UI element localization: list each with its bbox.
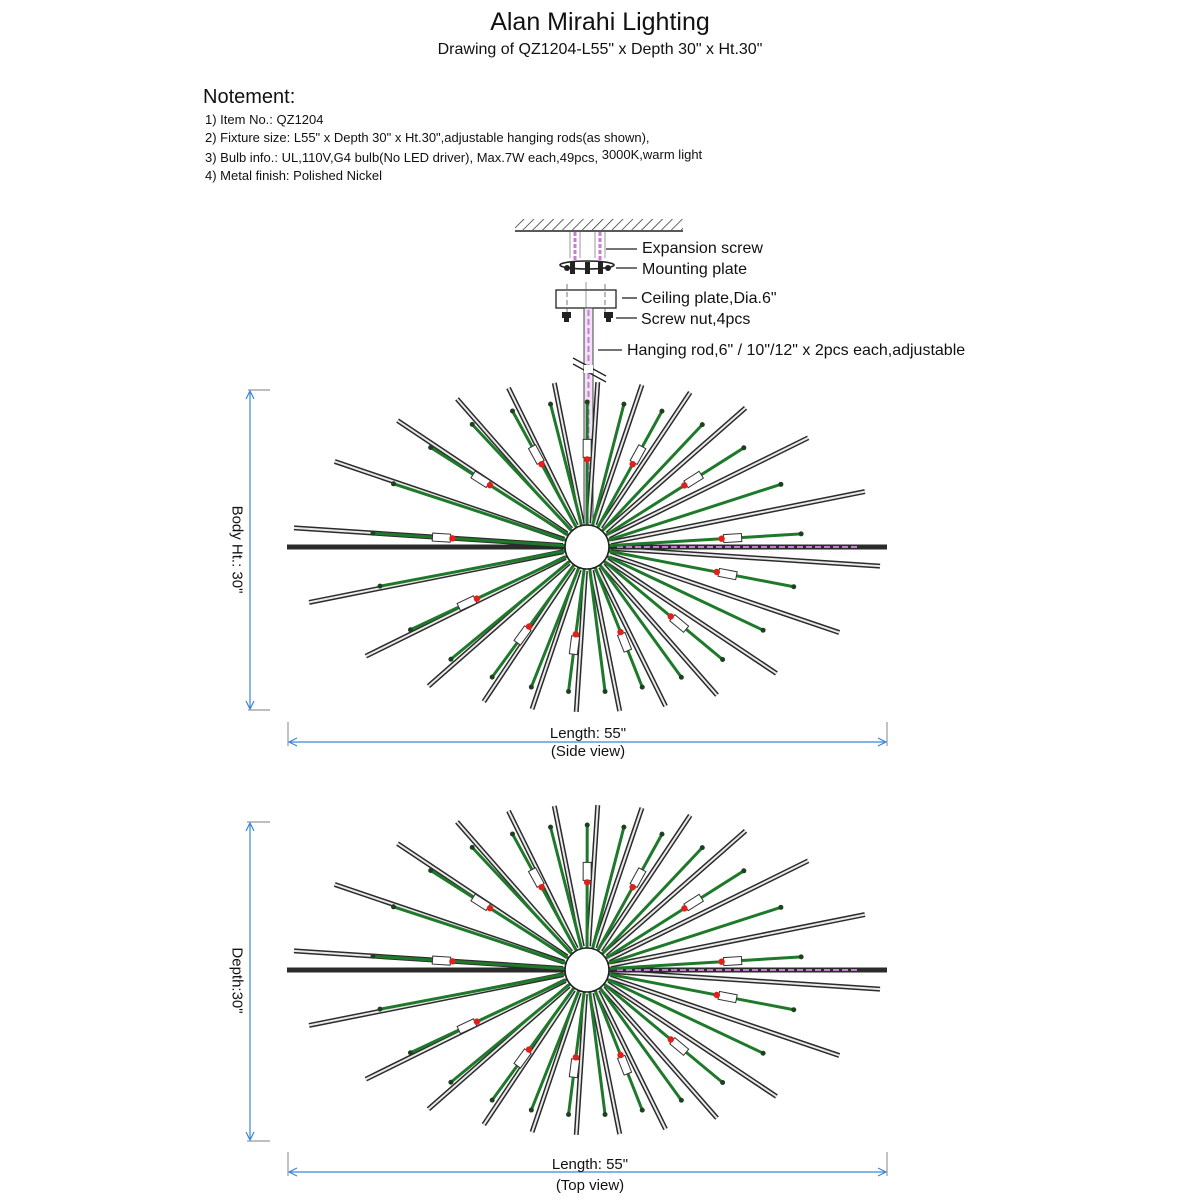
side-rod-tip [470, 422, 475, 427]
top-rod-tip [585, 823, 590, 828]
callout-screw-nut: Screw nut,4pcs [641, 311, 751, 328]
top-rod-tip [428, 868, 433, 873]
top-inner-rod [431, 870, 569, 958]
note-item-1: 1) Item No.: QZ1204 [205, 112, 324, 127]
side-rod-tip [548, 402, 553, 407]
note-item-3-color-temp: 3000K,warm light [601, 147, 703, 162]
mounting-plate-icon [560, 261, 614, 274]
side-rod-tip [585, 400, 590, 405]
top-rod-tip [679, 1098, 684, 1103]
top-rod-tip [700, 845, 705, 850]
top-rod-tip [621, 825, 626, 830]
side-rod-tip [720, 657, 725, 662]
callout-hanging-rod: Hanging rod,6" / 10"/12" x 2pcs each,adjustable [627, 342, 966, 359]
side-rod-tip [700, 422, 705, 427]
side-bulb-icon [680, 471, 704, 490]
side-inner-rod [373, 533, 565, 545]
top-bulb-icon [718, 957, 742, 966]
top-rod-tip [761, 1051, 766, 1056]
top-outer-rod-highlight [554, 806, 582, 946]
top-view-fixture [287, 805, 887, 1135]
side-center-hub [565, 525, 609, 569]
top-rod-tip [408, 1050, 413, 1055]
top-bulb-icon [680, 894, 704, 913]
side-view-fixture [287, 382, 887, 712]
top-view-label: (Top view) [555, 1177, 625, 1194]
side-rod-tip [377, 584, 382, 589]
side-rod-tip [679, 675, 684, 680]
side-rod-tip [659, 409, 664, 414]
side-bulb-icon [718, 534, 742, 543]
side-view-label: (Side view) [550, 743, 626, 760]
callout-expansion-screw: Expansion screw [642, 240, 763, 257]
side-rod-tip [621, 402, 626, 407]
notes-heading: Notement: [203, 86, 296, 108]
side-bulb-icon [713, 567, 737, 579]
top-length-label: Length: 55" [551, 1156, 629, 1173]
top-rod-tip [391, 904, 396, 909]
side-rod-tip [510, 408, 515, 413]
top-rod-tip [548, 825, 553, 830]
side-rod-tip [490, 675, 495, 680]
top-rod-tip [791, 1007, 796, 1012]
side-outer-rod-highlight [554, 383, 582, 523]
side-height-label: Body Ht.: 30" [228, 505, 246, 594]
side-rod-tip [529, 685, 534, 690]
top-rod-tip [566, 1112, 571, 1117]
top-center-hub [565, 948, 609, 992]
top-rod-tip [720, 1080, 725, 1085]
side-bulb-icon [432, 533, 456, 542]
side-length-label: Length: 55" [549, 725, 627, 742]
side-rod-tip [428, 445, 433, 450]
page-subtitle: Drawing of QZ1204-L55" x Depth 30" x Ht.30" [437, 41, 763, 58]
side-rod-tip [791, 584, 796, 589]
top-outer-rod-highlight [598, 992, 666, 1130]
side-rod-tip [640, 685, 645, 690]
ceiling-hatch [515, 219, 683, 231]
top-rod-tip [799, 954, 804, 959]
top-rod-tip [603, 1112, 608, 1117]
top-outer-rod-highlight [600, 815, 690, 950]
side-rod-tip [408, 627, 413, 632]
side-rod-tip [761, 628, 766, 633]
top-rod-tip [470, 845, 475, 850]
top-rod-tip [377, 1007, 382, 1012]
top-bulb-icon [713, 990, 737, 1002]
side-inner-rod [431, 447, 569, 535]
note-item-2: 2) Fixture size: L55" x Depth 30" x Ht.30",adjustable hanging rods(as shown), [205, 130, 650, 145]
top-rod-tip [448, 1080, 453, 1085]
side-bulb-icon [583, 439, 591, 462]
top-outer-rod-highlight [611, 972, 880, 990]
top-rod-tip [659, 832, 664, 837]
top-rod-tip [640, 1108, 645, 1113]
side-outer-rod-highlight [598, 569, 666, 707]
note-item-3-text: 3) Bulb info.: UL,110V,G4 bulb(No LED driver), Max.7W each,49pcs, [205, 150, 599, 165]
side-rod-tip [391, 481, 396, 486]
side-outer-rod-highlight [600, 392, 690, 527]
side-rod-tip [741, 445, 746, 450]
top-rod-tip [529, 1108, 534, 1113]
side-rod-tip [778, 482, 783, 487]
top-bulb-icon [432, 956, 456, 965]
side-rod-tip [603, 689, 608, 694]
top-bulb-icon [583, 862, 591, 885]
top-rod-tip [490, 1098, 495, 1103]
side-rod-tip [448, 657, 453, 662]
top-depth-dimension [246, 822, 270, 1141]
top-depth-label: Depth:30" [228, 947, 246, 1014]
side-rod-tip [799, 531, 804, 536]
top-rod-tip [778, 905, 783, 910]
callout-mounting-plate: Mounting plate [642, 261, 747, 278]
top-rod-tip [741, 868, 746, 873]
top-inner-rod [373, 956, 565, 968]
side-rod-tip [566, 689, 571, 694]
callout-ceiling-plate: Ceiling plate,Dia.6" [641, 290, 777, 307]
side-outer-rod-highlight [611, 549, 880, 567]
note-item-4: 4) Metal finish: Polished Nickel [205, 168, 383, 183]
top-rod-tip [370, 954, 375, 959]
page-title: Alan Mirahi Lighting [490, 8, 710, 36]
side-height-dimension [246, 390, 270, 710]
top-rod-tip [510, 831, 515, 836]
expansion-screw-icon [570, 232, 605, 262]
side-rod-tip [370, 531, 375, 536]
